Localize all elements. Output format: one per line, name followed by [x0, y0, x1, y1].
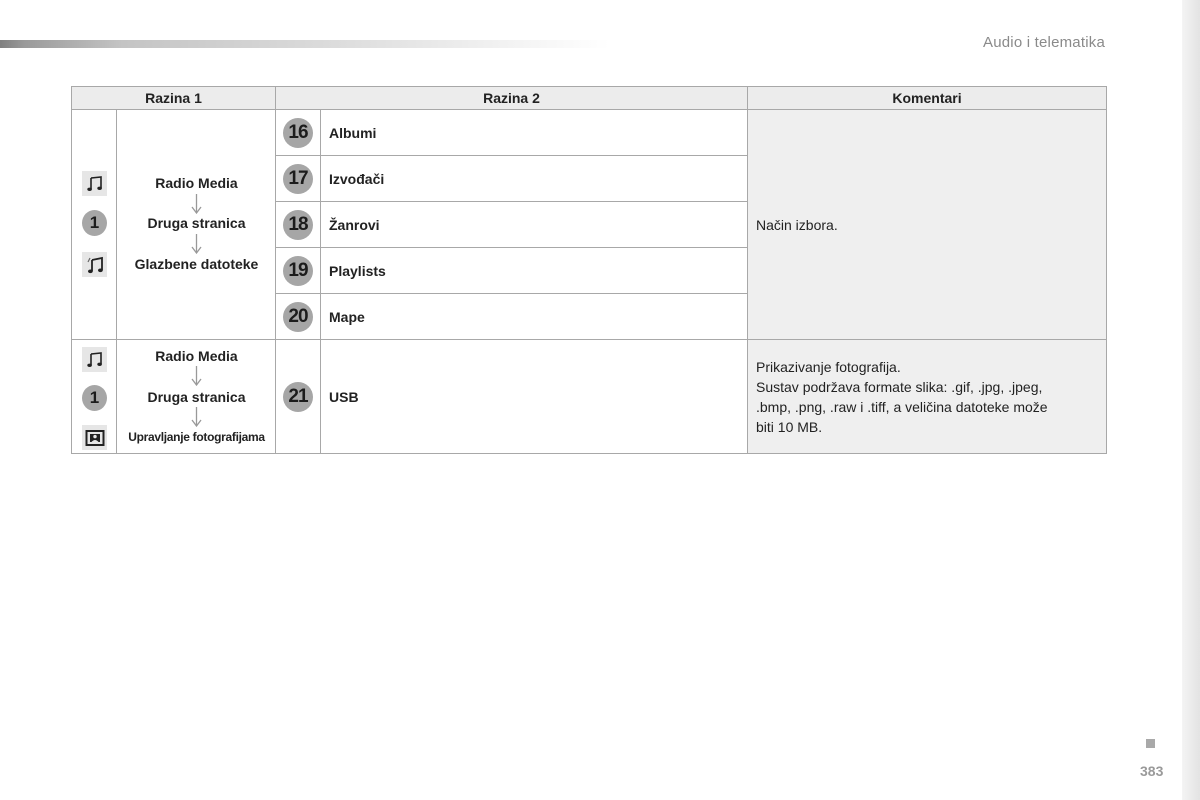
level2-item-mape: Mape	[321, 294, 748, 340]
level1-item-radio-media: Radio Media	[155, 175, 238, 191]
header-level1: Razina 1	[72, 87, 276, 110]
item-number-cell	[276, 248, 321, 294]
group1-comment: Način izbora.	[748, 110, 1107, 340]
group2-icon-cell	[72, 340, 117, 454]
comment-line: Sustav podržava formate slika: .gif, .jpg, .jpeg,	[756, 378, 1043, 395]
level1-item-druga-stranica: Druga stranica	[147, 215, 246, 231]
item-number-cell	[276, 340, 321, 454]
number-one-badge: 1	[82, 210, 107, 235]
table-header-row	[72, 87, 1107, 110]
arrow-down-icon	[191, 194, 202, 214]
level2-item-playlists: Playlists	[321, 248, 748, 294]
number-badge: 20	[283, 302, 313, 332]
level1-item-glazbene-datoteke: Glazbene datoteke	[134, 256, 259, 272]
level2-item-usb: USB	[321, 340, 748, 454]
item-number-cell	[276, 156, 321, 202]
comment-line: .bmp, .png, .raw i .tiff, a veličina datoteke može	[756, 398, 1048, 415]
number-badge: 16	[283, 118, 313, 148]
item-number-cell	[276, 110, 321, 156]
level1-item-upravljanje-fotografijama: Upravljanje fotografijama	[128, 430, 265, 444]
music-note-icon	[82, 171, 107, 196]
table-row	[72, 340, 1107, 454]
level1-item-radio-media: Radio Media	[155, 348, 238, 364]
page-edge-strip	[1182, 0, 1200, 800]
comment-line: Prikazivanje fotografija.	[756, 358, 901, 375]
page-marker	[1146, 739, 1155, 748]
comment-line: biti 10 MB.	[756, 418, 823, 435]
number-badge: 17	[283, 164, 313, 194]
level2-item-albumi: Albumi	[321, 110, 748, 156]
arrow-down-icon	[191, 407, 202, 427]
group2-comment	[748, 340, 1107, 454]
number-badge: 19	[283, 256, 313, 286]
music-note-icon	[82, 347, 107, 372]
music-files-icon	[82, 252, 107, 277]
section-title: Audio i telematika	[983, 34, 1105, 51]
arrow-down-icon	[191, 234, 202, 254]
table-row	[72, 110, 1107, 156]
menu-table	[71, 86, 1107, 454]
level2-item-izvodaci: Izvođači	[321, 156, 748, 202]
level2-item-zanrovi: Žanrovi	[321, 202, 748, 248]
item-number-cell	[276, 202, 321, 248]
level1-item-druga-stranica: Druga stranica	[147, 389, 246, 405]
number-one-badge: 1	[82, 385, 107, 410]
top-decorative-bar	[0, 40, 610, 48]
group1-level1-cell	[117, 110, 276, 340]
group1-icon-cell	[72, 110, 117, 340]
number-badge: 21	[283, 382, 313, 412]
header-comments: Komentari	[748, 87, 1107, 110]
photo-icon	[82, 425, 107, 450]
header-level2: Razina 2	[276, 87, 748, 110]
arrow-down-icon	[191, 366, 202, 386]
item-number-cell	[276, 294, 321, 340]
number-badge: 18	[283, 210, 313, 240]
page-number: 383	[1140, 763, 1164, 779]
group2-level1-cell	[117, 340, 276, 454]
